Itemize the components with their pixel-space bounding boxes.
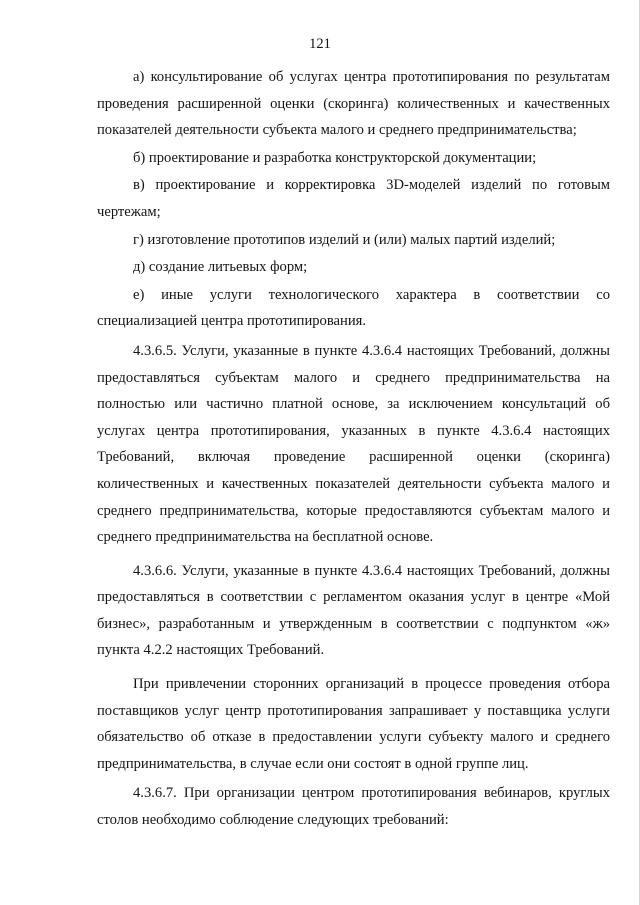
paragraph-item-g: г) изготовление прототипов изделий и (или) малых партий изделий; [133,231,556,248]
paragraph-item-e: е) иные услуги технологического характера в соответствии со специализацией центра прототипирования. [97,286,610,330]
page-number: 121 [309,36,331,52]
paragraph-item-v: в) проектирование и корректировка 3D-моделей изделий по готовым чертежам; [97,177,610,220]
paragraph-item-d: д) создание литьевых форм; [133,259,308,276]
paragraph-item-b: б) проектирование и разработка конструкторской документации; [133,149,537,166]
paragraph-item-a: а) консультирование об услугах центра прототипирования по результатам проведения расширенной оценки (скоринга) количественных и качественных показателей деятельности субъекта малого и среднего предпринимательства; [97,69,610,139]
paragraph-4-3-6-7: 4.3.6.7. При организации центром прототипирования вебинаров, круглых столов необходимо соблюдение следующих требований: [97,785,610,829]
paragraph-third-party-organizations: При привлечении сторонних организаций в процессе проведения отбора поставщиков услуг центр прототипирования запрашивает у поставщика услуги обязательство об отказе в предоставлении услуги субъекту малого и среднего предпринимательства, в случае если они состоят в одной группе лиц. [97,676,610,772]
document-body [97,64,610,834]
paragraph-4-3-6-6: 4.3.6.6. Услуги, указанные в пункте 4.3.6.4 настоящих Требований, должны предоставляться в соответствии с регламентом оказания услуг в центре «Мой бизнес», разработанным и утвержденным в соответствии с подпунктом «ж» пункта 4.2.2 настоящих Требований. [97,562,610,659]
paragraph-4-3-6-5: 4.3.6.5. Услуги, указанные в пункте 4.3.6.4 настоящих Требований, должны предоставляться субъектам малого и среднего предпринимательства на полностью или частично платной основе, за исключением консультаций об услугах центра прототипирования, указанных в пункте 4.3.6.4 настоящих Требований, включая проведение расширенной оценки (скоринга) количественных и качественных показателей деятельности субъекта малого и среднего предпринимательства, которые предоставляются субъектам малого и среднего предпринимательства на бесплатной основе. [97,342,610,546]
